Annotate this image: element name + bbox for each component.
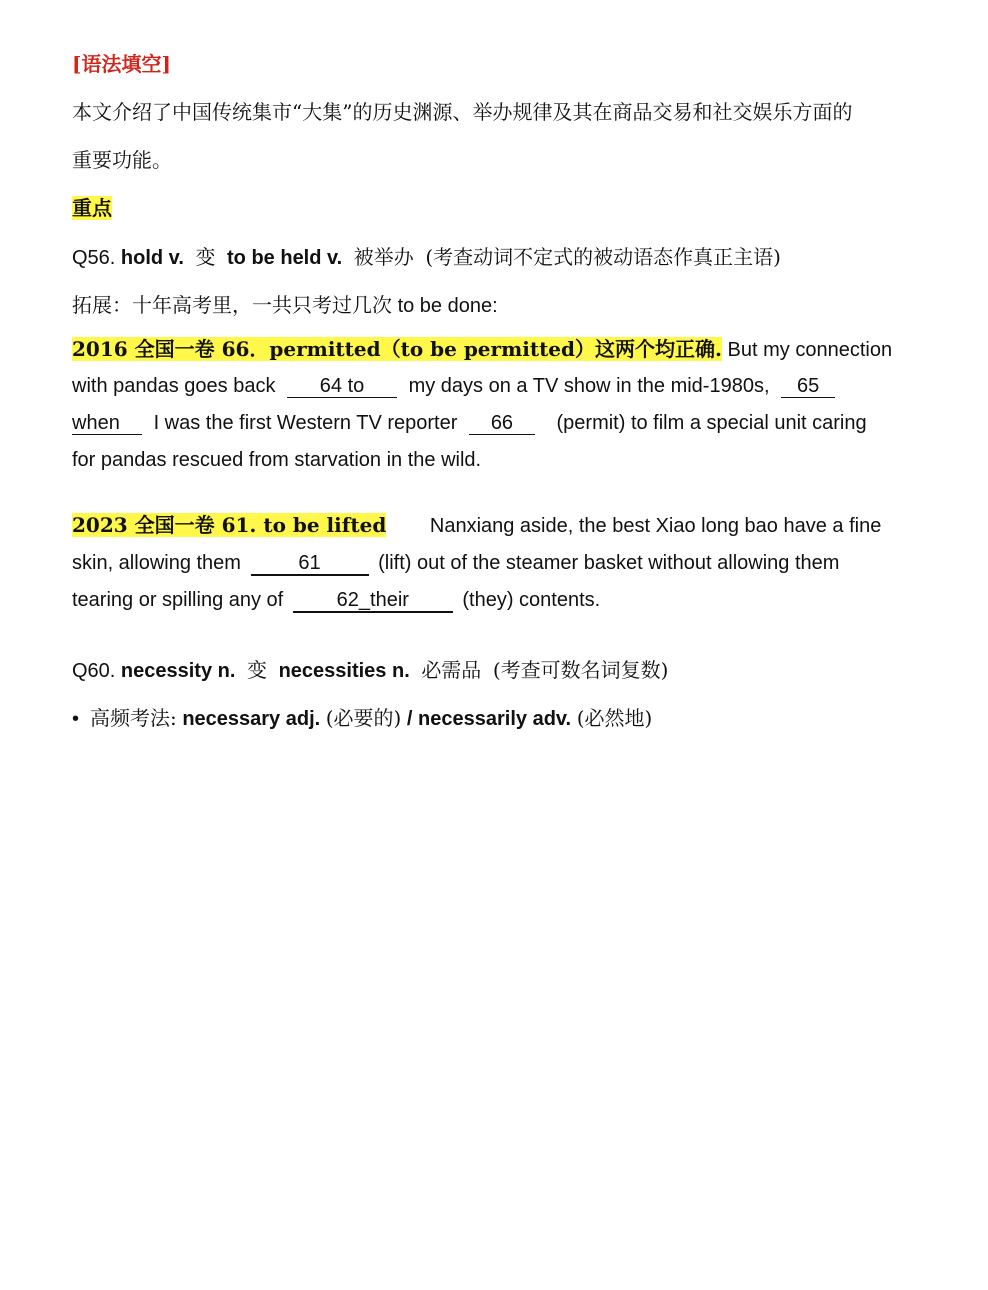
ex2016-line-2 (72, 372, 835, 400)
ex2023-tag: 2023 全国一卷 61. to be lifted (72, 513, 387, 537)
expansion-line (72, 291, 498, 320)
ex2016-line-1 (72, 335, 892, 364)
tip-adj-cn: (必要的) (325, 706, 402, 730)
q60-form: necessities n. (278, 660, 410, 682)
section-heading: [语法填空] (72, 52, 171, 76)
q60-note: (考查可数名词复数) (492, 658, 669, 682)
ex2023-line2-post: (lift) out of the steamer basket without allowing them (378, 552, 840, 574)
expansion-en: to be done: (397, 295, 498, 317)
ex2016-tag: 2016 全国一卷 66．permitted（to be permitted）这两个均正确. (72, 337, 722, 361)
ex2016-line3-mid: I was the first Western TV reporter (153, 412, 458, 434)
ex2016-line2-pre: with pandas goes back (72, 375, 276, 397)
summary-line-1: 本文介绍了中国传统集市“大集”的历史渊源、举办规律及其在商品交易和社交娱乐方面的 (72, 100, 853, 124)
q56-meaning: 被举办 (353, 245, 414, 269)
q60-line (72, 656, 668, 685)
blank-65-answer: when (72, 412, 142, 435)
ex2023-line1-rest: Nanxiang aside, the best Xiao long bao have a fine (429, 515, 882, 537)
q56-form: to be held v. (227, 247, 343, 269)
q56-line (72, 243, 781, 272)
ex2016-line2-mid: my days on a TV show in the mid-1980s, (408, 375, 770, 397)
q60-change: 变 (247, 658, 267, 682)
q60-number: Q60. (72, 660, 116, 682)
blank-65: 65 (781, 375, 835, 398)
q56-word: hold v. (120, 247, 184, 269)
tip-adv-cn: (必然地) (576, 706, 653, 730)
ex2023-line2-pre: skin, allowing them (72, 552, 241, 574)
ex2016-line1-rest: But my connection (721, 339, 893, 361)
bullet-icon: • (72, 708, 80, 730)
ex2023-line3-post: (they) contents. (462, 589, 601, 611)
q56-change: 变 (195, 245, 216, 269)
summary-line-2: 重要功能。 (72, 148, 172, 172)
blank-64: 64 to (287, 375, 397, 398)
ex2023-line-3 (72, 586, 600, 614)
key-points-label (72, 194, 112, 222)
q56-number: Q56. (72, 247, 116, 269)
ex2016-line-4: for pandas rescued from starvation in the wild. (72, 449, 482, 471)
key-points-highlight: 重点 (72, 196, 112, 220)
expansion-text: 十年高考里，一共只考过几次 (132, 293, 392, 317)
tip-line (72, 704, 652, 733)
blank-66: 66 (469, 412, 535, 435)
ex2016-line3-post: (permit) to film a special unit caring (556, 412, 867, 434)
blank-61: 61 (251, 552, 369, 576)
ex2016-line-3 (72, 409, 867, 437)
q60-meaning: 必需品 (421, 658, 482, 682)
tip-label: 高频考法: (90, 706, 177, 730)
expansion-label: 拓展： (72, 293, 132, 317)
tip-adv: necessarily adv. (418, 708, 572, 730)
ex2023-line3-pre: tearing or spilling any of (72, 589, 284, 611)
tip-adj: necessary adj. (182, 708, 321, 730)
tip-sep: / (406, 708, 413, 730)
ex2023-line-1 (72, 511, 881, 540)
q60-word: necessity n. (120, 660, 236, 682)
q56-note: (考查动词不定式的被动语态作真正主语) (425, 245, 781, 269)
blank-62: 62_their (293, 589, 453, 613)
ex2023-line-2 (72, 549, 839, 577)
